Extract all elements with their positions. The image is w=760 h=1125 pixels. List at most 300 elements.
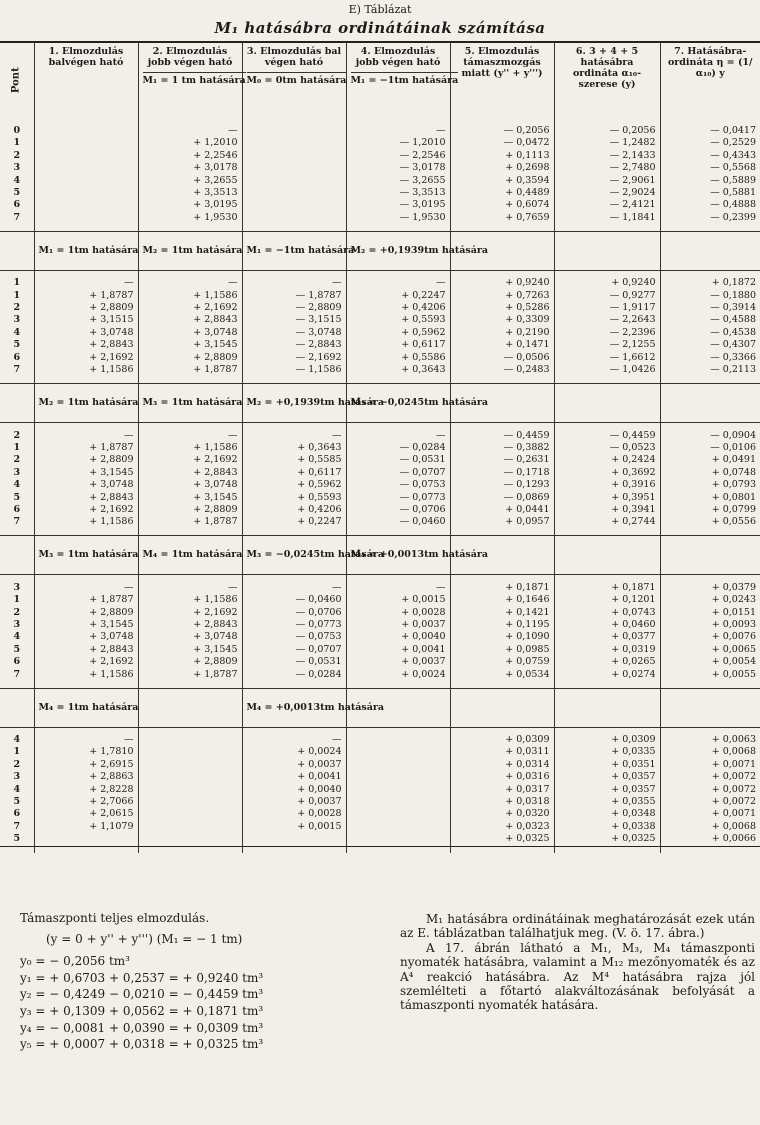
- value-cell: —: [34, 582, 138, 594]
- value-cell: + 2,1692: [138, 454, 242, 466]
- gap-cell: [346, 846, 450, 853]
- table-row: [0, 175, 760, 187]
- value-cell: — 3,0195: [346, 199, 450, 211]
- value-cell: + 2,1692: [34, 504, 138, 516]
- value-cell: + 0,0357: [554, 784, 660, 796]
- point-cell: 3: [13, 314, 21, 326]
- value-cell: [242, 150, 346, 162]
- gap-cell: [450, 727, 554, 734]
- point-cell: 6: [13, 656, 21, 668]
- gap-cell: [34, 118, 138, 125]
- value-cell: + 0,0065: [660, 644, 760, 656]
- value-cell: + 0,2424: [554, 454, 660, 466]
- left-eq-5: y₅ = + 0,0007 + 0,0318 = + 0,0325 tm³: [20, 1037, 264, 1052]
- section-gap: [0, 681, 760, 688]
- gap-cell: [346, 270, 450, 277]
- point-cell: 7: [13, 820, 21, 832]
- value-cell: + 0,0024: [242, 746, 346, 758]
- gap-cell: [242, 423, 346, 430]
- gap-cell: [450, 681, 554, 688]
- point-cell: 6: [13, 199, 21, 211]
- table-row: [0, 479, 760, 491]
- value-cell: — 0,1718: [450, 467, 554, 479]
- value-cell: — 0,4459: [554, 430, 660, 442]
- value-cell: [346, 821, 450, 833]
- value-cell: — 0,0707: [242, 644, 346, 656]
- value-cell: + 0,0265: [554, 656, 660, 668]
- section-label-cell: M₄ = +0,0013tm hatására: [346, 536, 450, 575]
- value-cell: + 0,1646: [450, 594, 554, 606]
- value-cell: + 3,0178: [138, 162, 242, 174]
- value-cell: — 0,1880: [660, 290, 760, 302]
- value-cell: + 0,3594: [450, 175, 554, 187]
- point-cell: 4: [13, 174, 21, 186]
- value-cell: + 0,1090: [450, 631, 554, 643]
- left-eq-2: y₂ = − 0,4249 − 0,0210 = − 0,4459 tm³: [20, 987, 264, 1002]
- gap-cell: [346, 118, 450, 125]
- value-cell: + 2,0615: [34, 808, 138, 820]
- gap-cell: [0, 270, 34, 277]
- point-cell: 2: [13, 758, 21, 770]
- value-cell: + 0,0040: [242, 784, 346, 796]
- value-cell: [138, 833, 242, 846]
- value-cell: — 0,0531: [242, 656, 346, 668]
- value-cell: + 1,1586: [138, 290, 242, 302]
- value-cell: — 0,2056: [554, 125, 660, 137]
- value-cell: + 2,8809: [34, 302, 138, 314]
- value-cell: + 0,9240: [554, 277, 660, 289]
- value-cell: [242, 833, 346, 846]
- value-cell: + 0,4206: [242, 504, 346, 516]
- left-formula: (y = 0 + y'' + y''') (M₁ = − 1 tm): [46, 931, 243, 946]
- value-cell: — 2,8809: [242, 302, 346, 314]
- gap-cell: [346, 423, 450, 430]
- gap-cell: [554, 270, 660, 277]
- value-cell: [138, 808, 242, 820]
- value-cell: + 0,2190: [450, 327, 554, 339]
- value-cell: — 3,2655: [346, 175, 450, 187]
- table-row: [0, 594, 760, 606]
- value-cell: + 1,1586: [138, 442, 242, 454]
- value-cell: + 3,0195: [138, 199, 242, 211]
- gap-cell: [34, 846, 138, 853]
- value-cell: + 2,8843: [138, 619, 242, 631]
- value-cell: + 0,2247: [346, 290, 450, 302]
- value-cell: [242, 187, 346, 199]
- value-cell: [242, 162, 346, 174]
- point-cell: 2: [13, 302, 21, 314]
- point-cell: 4: [13, 326, 21, 338]
- point-cell: 2: [13, 606, 21, 618]
- value-cell: — 0,0472: [450, 137, 554, 149]
- value-cell: + 0,0072: [660, 784, 760, 796]
- value-cell: + 2,8809: [138, 656, 242, 668]
- value-cell: + 0,0355: [554, 796, 660, 808]
- section-label-empty: [0, 231, 34, 270]
- value-cell: — 0,0753: [346, 479, 450, 491]
- column-header-4: 4. Elmozdulás jobb végen ható M₁ = −1tm hatására: [346, 42, 450, 118]
- value-cell: + 2,8843: [34, 492, 138, 504]
- value-cell: + 0,0024: [346, 669, 450, 681]
- section-label-cell: M₁ = 1tm hatására: [34, 231, 138, 270]
- point-cell: 2: [13, 454, 21, 466]
- value-cell: + 1,1586: [34, 364, 138, 376]
- value-cell: — 0,1293: [450, 479, 554, 491]
- section-label-cell: [660, 384, 760, 423]
- gap-cell: [554, 681, 660, 688]
- table-row: [0, 162, 760, 174]
- value-cell: + 0,2247: [242, 516, 346, 528]
- value-cell: + 0,0311: [450, 746, 554, 758]
- value-cell: + 0,1871: [450, 582, 554, 594]
- gap-cell: [138, 423, 242, 430]
- gap-cell: [660, 529, 760, 536]
- gap-cell: [554, 846, 660, 853]
- point-cell: 4: [13, 631, 21, 643]
- gap-cell: [34, 681, 138, 688]
- value-cell: —: [34, 277, 138, 289]
- point-cell: 3: [13, 466, 21, 478]
- gap-cell: [138, 270, 242, 277]
- table-row: [0, 516, 760, 528]
- value-cell: + 0,0534: [450, 669, 554, 681]
- value-cell: + 0,0028: [346, 607, 450, 619]
- section-label-row: [0, 231, 760, 270]
- gap-cell: [242, 681, 346, 688]
- table-row: [0, 327, 760, 339]
- value-cell: + 0,3916: [554, 479, 660, 491]
- value-cell: + 2,8843: [34, 644, 138, 656]
- point-cell: 7: [13, 211, 21, 223]
- table-row: [0, 125, 760, 137]
- value-cell: + 0,0441: [450, 504, 554, 516]
- value-cell: — 2,9024: [554, 187, 660, 199]
- point-cell: 3: [13, 618, 21, 630]
- gap-cell: [450, 118, 554, 125]
- value-cell: — 0,4343: [660, 150, 760, 162]
- section-gap: [0, 224, 760, 231]
- value-cell: — 0,0460: [242, 594, 346, 606]
- value-cell: —: [138, 125, 242, 137]
- value-cell: + 3,0748: [138, 479, 242, 491]
- value-cell: + 0,0799: [660, 504, 760, 516]
- gap-cell: [0, 377, 34, 384]
- section-label-cell: [660, 536, 760, 575]
- point-cell: 3: [13, 581, 21, 593]
- section-label-cell: [554, 231, 660, 270]
- value-cell: —: [34, 734, 138, 746]
- value-cell: [138, 796, 242, 808]
- value-cell: — 0,5889: [660, 175, 760, 187]
- value-cell: + 0,1871: [554, 582, 660, 594]
- value-cell: + 0,0076: [660, 631, 760, 643]
- value-cell: [346, 759, 450, 771]
- section-gap: [0, 270, 760, 277]
- gap-cell: [346, 529, 450, 536]
- gap-cell: [554, 224, 660, 231]
- value-cell: — 0,2113: [660, 364, 760, 376]
- gap-cell: [242, 377, 346, 384]
- gap-cell: [554, 529, 660, 536]
- value-cell: + 3,0748: [138, 631, 242, 643]
- value-cell: + 1,1586: [138, 594, 242, 606]
- point-cell: 1: [13, 289, 21, 301]
- value-cell: + 1,8787: [138, 669, 242, 681]
- value-cell: + 0,5962: [242, 479, 346, 491]
- gap-cell: [242, 529, 346, 536]
- table-row: [0, 212, 760, 224]
- gap-cell: [0, 681, 34, 688]
- value-cell: + 0,3941: [554, 504, 660, 516]
- gap-cell: [138, 529, 242, 536]
- value-cell: + 0,0068: [660, 821, 760, 833]
- value-cell: [242, 137, 346, 149]
- point-cell: 7: [13, 364, 21, 376]
- section-label-cell: M₃ = −0,0245tm hatására: [346, 384, 450, 423]
- section-label-cell: M₃ = 1tm hatására: [34, 536, 138, 575]
- value-cell: + 0,0054: [660, 656, 760, 668]
- gap-cell: [34, 377, 138, 384]
- value-cell: [34, 175, 138, 187]
- table-caption: E) Táblázat: [348, 3, 412, 16]
- value-cell: [34, 137, 138, 149]
- value-cell: — 0,3882: [450, 442, 554, 454]
- value-cell: [346, 808, 450, 820]
- point-cell: 5: [13, 187, 21, 199]
- value-cell: [242, 175, 346, 187]
- value-cell: + 0,7659: [450, 212, 554, 224]
- gap-cell: [138, 118, 242, 125]
- table-row: [0, 277, 760, 289]
- value-cell: + 0,0348: [554, 808, 660, 820]
- value-cell: + 0,0309: [554, 734, 660, 746]
- column-header-6: 6. 3 + 4 + 5 hatásábra ordináta α₁₀-szerese (y): [554, 42, 660, 118]
- value-cell: [346, 833, 450, 846]
- gap-cell: [554, 377, 660, 384]
- value-cell: + 0,0460: [554, 619, 660, 631]
- value-cell: + 3,1545: [138, 644, 242, 656]
- value-cell: [34, 162, 138, 174]
- point-cell: 6: [13, 351, 21, 363]
- value-cell: — 2,1692: [242, 352, 346, 364]
- value-cell: + 3,1545: [138, 339, 242, 351]
- gap-cell: [242, 846, 346, 853]
- value-cell: [242, 212, 346, 224]
- gap-cell: [450, 377, 554, 384]
- value-cell: + 1,8787: [34, 442, 138, 454]
- point-cell: 6: [13, 503, 21, 515]
- value-cell: —: [346, 582, 450, 594]
- section-label-cell: M₂ = +0,1939tm hatására: [346, 231, 450, 270]
- gap-cell: [34, 423, 138, 430]
- value-cell: — 0,0460: [346, 516, 450, 528]
- table-row: [0, 582, 760, 594]
- value-cell: — 1,1586: [242, 364, 346, 376]
- value-cell: + 1,1586: [34, 516, 138, 528]
- point-cell: 6: [13, 808, 21, 820]
- section-label-cell: [450, 688, 554, 727]
- point-cell: 5: [13, 643, 21, 655]
- column-header-1: 1. Elmozdulás balvégen ható: [34, 42, 138, 118]
- value-cell: — 0,2529: [660, 137, 760, 149]
- table-row: [0, 467, 760, 479]
- gap-cell: [554, 575, 660, 582]
- table-row: [0, 492, 760, 504]
- gap-cell: [660, 727, 760, 734]
- gap-cell: [450, 270, 554, 277]
- value-cell: + 0,0071: [660, 759, 760, 771]
- value-cell: + 0,6074: [450, 199, 554, 211]
- gap-cell: [242, 575, 346, 582]
- value-cell: — 0,9277: [554, 290, 660, 302]
- section-label-cell: M₄ = 1tm hatására: [34, 688, 138, 727]
- value-cell: + 0,0379: [660, 582, 760, 594]
- value-cell: — 0,2483: [450, 364, 554, 376]
- value-cell: — 0,0773: [346, 492, 450, 504]
- gap-cell: [34, 727, 138, 734]
- value-cell: [242, 199, 346, 211]
- value-cell: + 1,8787: [34, 290, 138, 302]
- gap-cell: [554, 423, 660, 430]
- gap-cell: [346, 575, 450, 582]
- value-cell: — 0,0523: [554, 442, 660, 454]
- value-cell: + 0,4489: [450, 187, 554, 199]
- section-gap: [0, 377, 760, 384]
- section-label-empty: [0, 384, 34, 423]
- table-row: [0, 352, 760, 364]
- gap-cell: [0, 727, 34, 734]
- value-cell: + 0,0338: [554, 821, 660, 833]
- gap-cell: [34, 575, 138, 582]
- value-cell: + 0,5962: [346, 327, 450, 339]
- gap-cell: [346, 727, 450, 734]
- value-cell: + 0,2698: [450, 162, 554, 174]
- value-cell: — 0,3366: [660, 352, 760, 364]
- left-eq-4: y₄ = − 0,0081 + 0,0390 = + 0,0309 tm³: [20, 1020, 264, 1035]
- table-row: [0, 607, 760, 619]
- value-cell: —: [242, 582, 346, 594]
- value-cell: + 2,8809: [138, 504, 242, 516]
- section-label-cell: M₃ = −0,0245tm hatására: [242, 536, 346, 575]
- section-label-cell: M₄ = 1tm hatására: [138, 536, 242, 575]
- point-cell: 4: [13, 479, 21, 491]
- table-row: [0, 504, 760, 516]
- value-cell: + 0,3692: [554, 467, 660, 479]
- value-cell: — 0,5881: [660, 187, 760, 199]
- gap-cell: [450, 529, 554, 536]
- value-cell: — 2,7480: [554, 162, 660, 174]
- value-cell: — 2,9061: [554, 175, 660, 187]
- value-cell: — 0,2399: [660, 212, 760, 224]
- value-cell: + 0,0748: [660, 467, 760, 479]
- value-cell: + 2,1692: [34, 656, 138, 668]
- table-row: [0, 821, 760, 833]
- value-cell: + 0,0015: [242, 821, 346, 833]
- value-cell: — 0,5568: [660, 162, 760, 174]
- left-eq-1: y₁ = + 0,6703 + 0,2537 = + 0,9240 tm³: [20, 970, 264, 985]
- table-row: [0, 808, 760, 820]
- value-cell: + 0,0314: [450, 759, 554, 771]
- value-cell: — 0,0284: [242, 669, 346, 681]
- value-cell: — 0,2056: [450, 125, 554, 137]
- value-cell: + 0,0793: [660, 479, 760, 491]
- value-cell: + 0,0357: [554, 771, 660, 783]
- value-cell: —: [346, 277, 450, 289]
- table-header-row: [0, 42, 760, 118]
- section-label-cell: M₂ = +0,1939tm hatására: [242, 384, 346, 423]
- value-cell: — 2,1433: [554, 150, 660, 162]
- value-cell: + 0,0335: [554, 746, 660, 758]
- section-label-cell: M₁ = −1tm hatására: [242, 231, 346, 270]
- table-row: [0, 339, 760, 351]
- point-cell: 1: [13, 137, 21, 149]
- gap-cell: [138, 681, 242, 688]
- left-eq-3: y₃ = + 0,1309 + 0,0562 = + 0,1871 tm³: [20, 1003, 264, 1018]
- value-cell: + 3,3513: [138, 187, 242, 199]
- column-header-3: 3. Elmozdulás bal végen ható M₀ = 0tm hatására: [242, 42, 346, 118]
- value-cell: — 0,0417: [660, 125, 760, 137]
- gap-cell: [34, 270, 138, 277]
- table-row: [0, 669, 760, 681]
- section-label-cell: [660, 231, 760, 270]
- value-cell: + 1,7810: [34, 746, 138, 758]
- value-cell: — 1,2010: [346, 137, 450, 149]
- section-label-cell: M₂ = 1tm hatására: [138, 231, 242, 270]
- section-gap: [0, 423, 760, 430]
- value-cell: — 3,0748: [242, 327, 346, 339]
- gap-cell: [450, 423, 554, 430]
- point-cell: 5: [13, 339, 21, 351]
- gap-cell: [450, 846, 554, 853]
- value-cell: + 0,0041: [346, 644, 450, 656]
- value-cell: + 0,0325: [450, 833, 554, 846]
- value-cell: [34, 125, 138, 137]
- table-row: [0, 442, 760, 454]
- point-cell: 4: [13, 783, 21, 795]
- value-cell: — 0,0506: [450, 352, 554, 364]
- table-row: [0, 290, 760, 302]
- value-cell: + 0,0957: [450, 516, 554, 528]
- value-cell: + 2,2546: [138, 150, 242, 162]
- table-row: [0, 454, 760, 466]
- value-cell: + 0,0309: [450, 734, 554, 746]
- value-cell: + 3,0748: [34, 327, 138, 339]
- value-cell: + 0,0316: [450, 771, 554, 783]
- value-cell: + 0,0068: [660, 746, 760, 758]
- left-eq-0: y₀ = − 0,2056 tm³: [20, 954, 130, 969]
- value-cell: + 0,3643: [242, 442, 346, 454]
- value-cell: + 0,1201: [554, 594, 660, 606]
- table-row: [0, 302, 760, 314]
- value-cell: — 0,4538: [660, 327, 760, 339]
- value-cell: + 2,8843: [138, 467, 242, 479]
- gap-cell: [138, 377, 242, 384]
- value-cell: + 0,0037: [346, 619, 450, 631]
- value-cell: [138, 734, 242, 746]
- value-cell: —: [242, 430, 346, 442]
- value-cell: + 0,0491: [660, 454, 760, 466]
- value-cell: + 0,0985: [450, 644, 554, 656]
- value-cell: + 2,1692: [138, 302, 242, 314]
- value-cell: — 0,0531: [346, 454, 450, 466]
- column-header-5: 5. Elmozdulás támaszmozgás miatt (y'' + y'''): [450, 42, 554, 118]
- value-cell: + 2,8809: [34, 454, 138, 466]
- value-cell: + 0,3309: [450, 314, 554, 326]
- value-cell: + 3,1515: [34, 314, 138, 326]
- value-cell: + 0,1872: [660, 277, 760, 289]
- table-row: [0, 784, 760, 796]
- value-cell: —: [242, 734, 346, 746]
